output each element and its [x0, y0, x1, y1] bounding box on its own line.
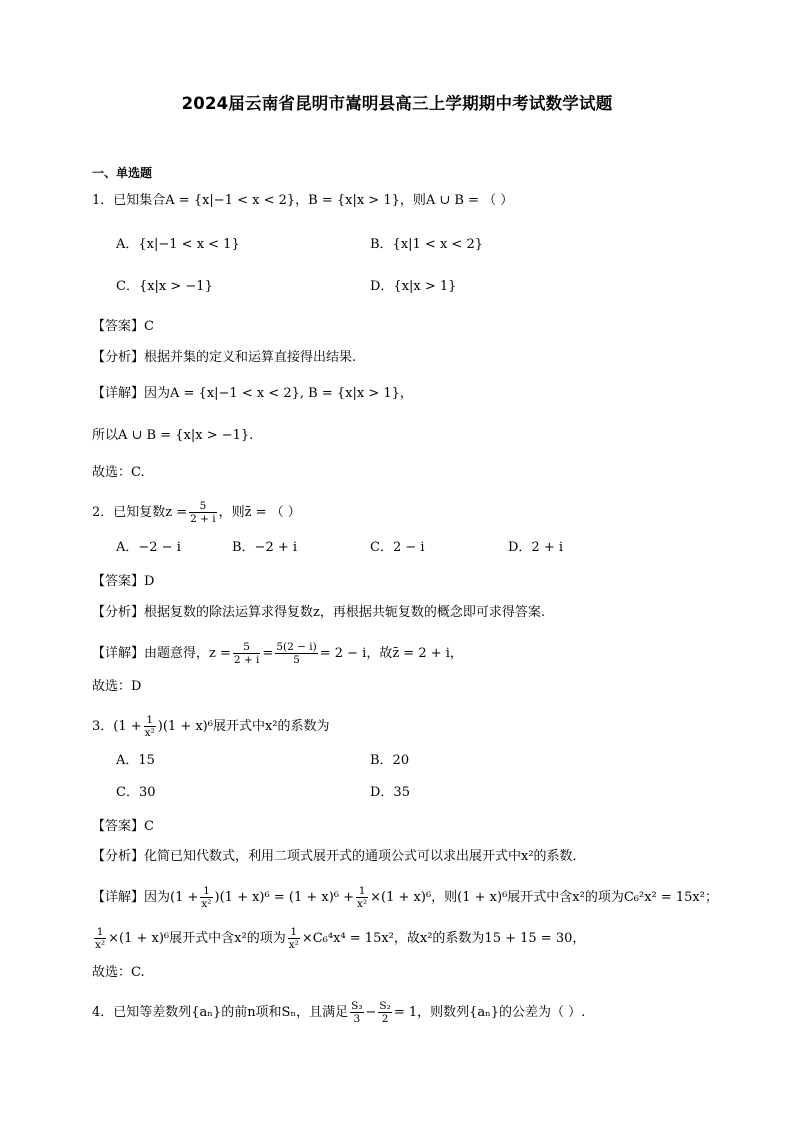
- q3-detail-b: )(1 + x)⁶ = (1 + x)⁶ +: [214, 890, 355, 905]
- frac-den: 2: [381, 1013, 389, 1025]
- q3-detail-2: [92, 926, 585, 951]
- answer-tag: 【答案】: [92, 574, 145, 589]
- frac-num: 1: [288, 926, 300, 939]
- q3-detail-frac2: [356, 885, 368, 910]
- analysis-tag: 【分析】: [92, 849, 145, 864]
- analysis-text: 化简已知代数式，利用二项式展开式的通项公式可以求出展开式中x²的系数．: [144, 849, 586, 864]
- answer-value: D: [144, 574, 155, 589]
- frac-den: 5: [293, 654, 300, 666]
- answer-tag: 【答案】: [92, 819, 145, 834]
- q4-stem-post: = 1，则数列{aₙ}的公差为（ ）.: [393, 1005, 586, 1020]
- q3-detail: [92, 885, 718, 910]
- frac-den: x²: [288, 939, 299, 951]
- q2-choose: 故选：D: [92, 679, 142, 694]
- q1-answer: [92, 318, 154, 336]
- q1-detail-2: 所以A ∪ B = {x|x > −1}.: [92, 428, 254, 443]
- q4-stem: [92, 1000, 585, 1025]
- frac-den: x²: [144, 727, 155, 739]
- q2-option-a: A．−2 − i: [116, 540, 181, 555]
- frac-den: x²: [357, 898, 368, 910]
- q2-detail-pre: 由题意得，z =: [144, 646, 231, 661]
- q1-choose: 故选：C.: [92, 465, 145, 480]
- q3-stem: [92, 714, 330, 739]
- q3-fraction: [144, 714, 156, 739]
- q3-analysis: [92, 848, 586, 866]
- q3-option-a: A．15: [116, 753, 155, 768]
- q3-detail-frac1: [200, 885, 212, 910]
- q2-answer: [92, 573, 154, 591]
- q2-fraction: [189, 500, 217, 525]
- frac-num: 1: [356, 885, 368, 898]
- q2-frac-den: 2 + i: [190, 513, 216, 525]
- section-heading: 一、单选题: [92, 166, 153, 180]
- answer-value: C: [144, 819, 154, 834]
- q3-option-b: B．20: [370, 753, 410, 768]
- q2-option-b: B．−2 + i: [232, 540, 298, 555]
- q2-frac-num: 5: [189, 500, 217, 513]
- answer-tag: 【答案】: [92, 319, 145, 334]
- frac-num: S₂: [379, 1000, 391, 1012]
- frac-num: 5: [233, 641, 261, 654]
- q3-stem-pre: 3．(1 +: [92, 719, 142, 734]
- q2-stem: [92, 500, 301, 525]
- frac-den: x²: [201, 898, 212, 910]
- q3-option-d: D．35: [370, 785, 410, 800]
- q3-detail2-frac2: [288, 926, 300, 951]
- q4-frac2: [378, 1000, 391, 1025]
- q1-option-b: B．{x|1 < x < 2}: [370, 237, 483, 252]
- equals-sign: =: [262, 646, 274, 661]
- q1-stem: 1．已知集合A = {x|−1 < x < 2}，B = {x|x > 1}，则A ∪ B = （ ）: [92, 193, 514, 208]
- answer-value: C: [144, 319, 154, 334]
- q2-stem-pre: 2．已知复数z =: [92, 505, 188, 520]
- q1-option-a: A．{x|−1 < x < 1}: [116, 237, 240, 252]
- q3-detail2-b: ×(1 + x)⁶展开式中含x²的项为: [108, 931, 286, 946]
- frac-den: 3: [353, 1013, 361, 1025]
- q2-stem-post: ，则z̄ = （ ）: [218, 505, 301, 520]
- frac-num: 1: [144, 714, 156, 727]
- q2-analysis: [92, 604, 545, 622]
- q3-option-c: C．30: [116, 785, 156, 800]
- q3-choose: 故选：C.: [92, 965, 145, 980]
- q3-stem-post: )(1 + x)⁶展开式中x²的系数为: [157, 719, 330, 734]
- q3-detail2-c: ×C₆⁴x⁴ = 15x²，故x²的系数为15 + 15 = 30，: [301, 931, 586, 946]
- frac-den: 2 + i: [233, 654, 260, 666]
- q1-detail: [92, 385, 413, 403]
- q1-analysis: [92, 349, 356, 367]
- frac-num: S₃: [351, 1000, 363, 1012]
- q4-frac1: [350, 1000, 363, 1025]
- frac-num: 5(2 − i): [276, 641, 317, 653]
- frac-num: 1: [200, 885, 212, 898]
- q3-detail-a: 因为(1 +: [144, 890, 199, 905]
- detail-tag: 【详解】: [92, 890, 145, 905]
- q2-detail-frac2: [275, 641, 317, 666]
- frac-den: x²: [95, 939, 106, 951]
- q3-detail2-frac1: [94, 926, 106, 951]
- detail-tag: 【详解】: [92, 386, 145, 401]
- q2-option-d: D．2 + i: [508, 540, 564, 555]
- q2-detail-post: = 2 − i，故z̄ = 2 + i，: [319, 646, 463, 661]
- q2-option-c: C．2 − i: [370, 540, 425, 555]
- page-title: 2024届云南省昆明市嵩明县高三上学期期中考试数学试题: [181, 94, 613, 113]
- detail-tag: 【详解】: [92, 646, 145, 661]
- q2-detail-frac1: [233, 641, 261, 666]
- q3-detail-c: ×(1 + x)⁶，则(1 + x)⁶展开式中含x²的项为C₆²x² = 15x²；: [370, 890, 718, 905]
- analysis-text: 根据复数的除法运算求得复数z，再根据共轭复数的概念即可求得答案.: [144, 605, 545, 620]
- q4-stem-pre: 4．已知等差数列{aₙ}的前n项和Sₙ，且满足: [92, 1005, 349, 1020]
- q3-answer: [92, 818, 154, 836]
- detail-text: 因为A = {x|−1 < x < 2}, B = {x|x > 1}，: [144, 386, 413, 401]
- q1-option-d: D．{x|x > 1}: [370, 279, 457, 294]
- q2-detail: [92, 641, 463, 666]
- analysis-text: 根据并集的定义和运算直接得出结果.: [144, 350, 357, 365]
- analysis-tag: 【分析】: [92, 350, 145, 365]
- analysis-tag: 【分析】: [92, 605, 145, 620]
- minus-sign: −: [365, 1005, 377, 1020]
- q1-option-c: C．{x|x > −1}: [116, 279, 213, 294]
- frac-num: 1: [94, 926, 106, 939]
